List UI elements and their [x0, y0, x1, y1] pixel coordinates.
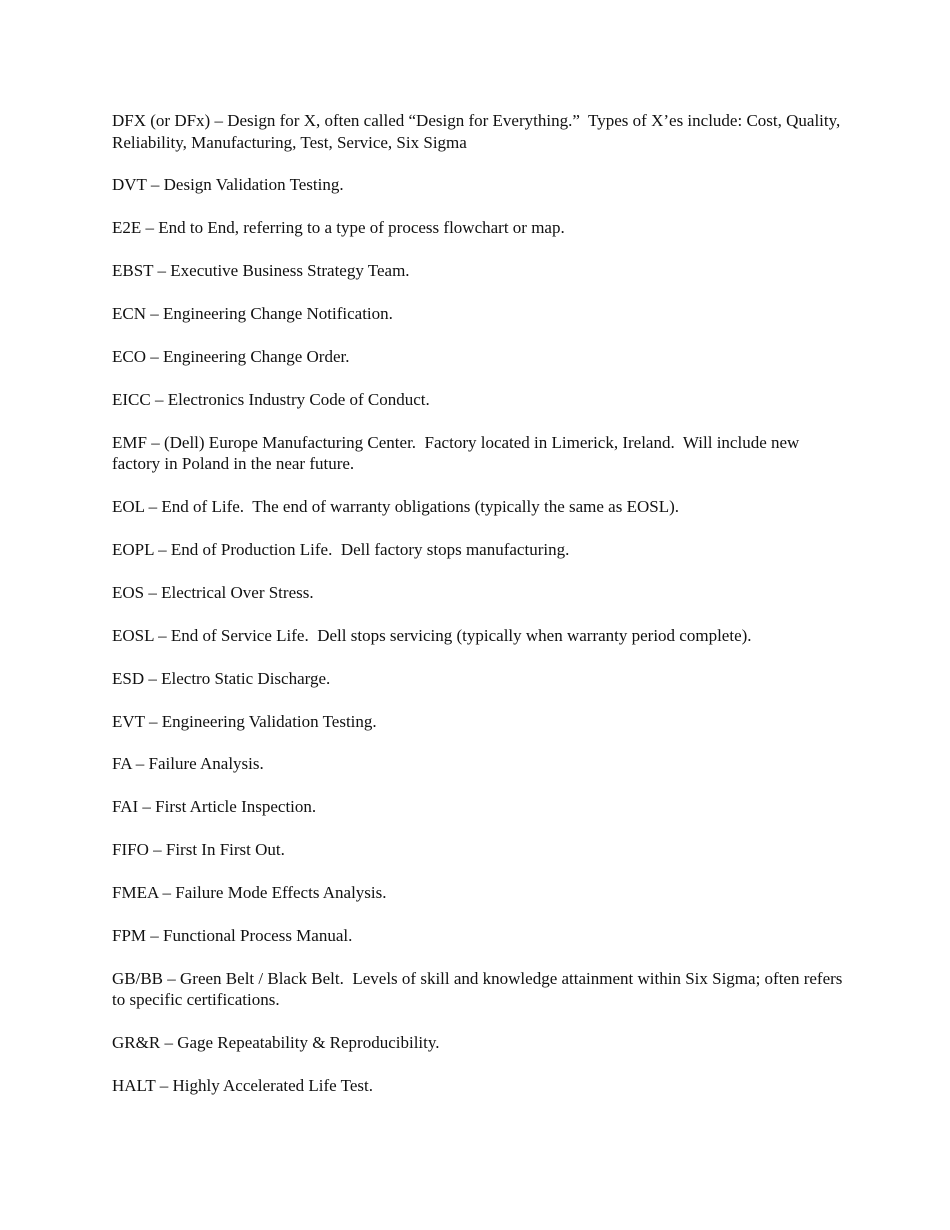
term-separator: –: [144, 497, 162, 517]
glossary-definition: Electronics Industry Code of Conduct.: [167, 389, 430, 409]
glossary-entry-fai: [112, 796, 847, 818]
glossary-definition: First Article Inspection.: [155, 797, 317, 817]
glossary-definition: End of Service Life. Dell stops servicing (typically when warranty period complete).: [170, 625, 752, 645]
term-separator: –: [144, 668, 162, 688]
glossary-definition: End of Production Life. Dell factory stops manufacturing.: [170, 540, 570, 560]
term-separator: –: [131, 754, 149, 774]
glossary-entry-gb-bb: [112, 968, 847, 1011]
glossary-entry-fifo: [112, 839, 847, 861]
glossary-term: ECN: [112, 304, 146, 324]
glossary-definition: Gage Repeatability & Reproducibility.: [177, 1033, 440, 1053]
term-separator: –: [146, 346, 163, 366]
glossary-term: FMEA: [112, 883, 159, 903]
glossary-entry-eosl: [112, 625, 847, 647]
glossary-term: HALT: [112, 1076, 156, 1096]
glossary-definition: Engineering Change Notification.: [163, 304, 393, 324]
term-separator: –: [158, 883, 176, 903]
term-separator: –: [163, 968, 181, 988]
glossary-entry-ecn: [112, 303, 847, 325]
glossary-entry-ebst: [112, 260, 847, 282]
term-separator: –: [146, 175, 164, 195]
glossary-entry-eicc: [112, 389, 847, 411]
glossary-entry-emf: [112, 432, 847, 475]
glossary-entry-eco: [112, 346, 847, 368]
glossary-definition: End of Life. The end of warranty obligations (typically the same as EOSL).: [161, 497, 679, 517]
glossary-term: FIFO: [112, 840, 149, 860]
term-separator: –: [160, 1033, 178, 1053]
glossary-definition: Green Belt / Black Belt. Levels of skill and knowledge attainment within Six Sigma; often refers to specific certifications.: [112, 968, 847, 1010]
term-separator: –: [144, 582, 162, 602]
term-separator: –: [146, 926, 164, 946]
glossary-term: EMF: [112, 432, 147, 452]
glossary-term: DFX (or DFx): [112, 111, 211, 130]
glossary-entry-eol: [112, 496, 847, 518]
glossary-entry-fa: [112, 753, 847, 775]
term-separator: –: [146, 304, 163, 324]
glossary-definition: End to End, referring to a type of process flowchart or map.: [158, 218, 565, 238]
term-separator: –: [210, 111, 228, 130]
glossary-term: FAI: [112, 797, 139, 817]
glossary-definition: Design for X, often called “Design for Everything.” Types of X’es include: Cost, Quality, Reliability, Manufacturing, Test, Service, Six Sigma: [112, 111, 845, 152]
glossary-term: EICC: [112, 389, 151, 409]
glossary-term: EOSL: [112, 625, 154, 645]
glossary-entry-fpm: [112, 925, 847, 947]
glossary-definition: Failure Mode Effects Analysis.: [175, 883, 387, 903]
glossary-definition: Failure Analysis.: [148, 754, 264, 774]
glossary-definition: Electro Static Discharge.: [161, 668, 331, 688]
term-separator: –: [148, 840, 166, 860]
term-separator: –: [153, 261, 171, 281]
glossary-term: FPM: [112, 926, 147, 946]
glossary-entry-eos: [112, 582, 847, 604]
glossary-definition: First In First Out.: [165, 840, 285, 860]
glossary-definition: Engineering Change Order.: [163, 346, 350, 366]
glossary-definition: (Dell) Europe Manufacturing Center. Factory located in Limerick, Ireland. Will include new factory in Poland in the near future.: [112, 432, 804, 474]
glossary-term: FA: [112, 754, 132, 774]
glossary-term: GR&R: [112, 1033, 161, 1053]
glossary-term: ESD: [112, 668, 145, 688]
glossary-term: EBST: [112, 261, 154, 281]
glossary-term: DVT: [112, 175, 147, 195]
glossary-definition: Design Validation Testing.: [163, 175, 344, 195]
glossary-list: [112, 110, 847, 1118]
term-separator: –: [155, 1076, 173, 1096]
term-separator: –: [144, 711, 162, 731]
glossary-term: ECO: [112, 346, 146, 366]
glossary-term: EOPL: [112, 540, 154, 560]
glossary-entry-dvt: [112, 174, 847, 196]
glossary-entry-e2e: [112, 217, 847, 239]
term-separator: –: [150, 389, 168, 409]
term-separator: –: [153, 625, 171, 645]
glossary-entry-halt: [112, 1075, 847, 1097]
glossary-entry-grr: [112, 1032, 847, 1054]
term-separator: –: [146, 432, 164, 452]
glossary-definition: Electrical Over Stress.: [161, 582, 314, 602]
glossary-definition: Functional Process Manual.: [163, 926, 353, 946]
term-separator: –: [153, 540, 171, 560]
glossary-definition: Highly Accelerated Life Test.: [172, 1076, 373, 1096]
term-separator: –: [141, 218, 159, 238]
glossary-term: GB/BB: [112, 968, 164, 988]
glossary-definition: Executive Business Strategy Team.: [170, 261, 410, 281]
glossary-definition: Engineering Validation Testing.: [161, 711, 377, 731]
glossary-term: EOS: [112, 582, 145, 602]
glossary-entry-evt: [112, 711, 847, 733]
glossary-term: E2E: [112, 218, 142, 238]
glossary-entry-fmea: [112, 882, 847, 904]
glossary-entry-esd: [112, 668, 847, 690]
glossary-term: EOL: [112, 497, 145, 517]
glossary-term: EVT: [112, 711, 145, 731]
glossary-entry-dfx: [112, 110, 847, 153]
glossary-entry-eopl: [112, 539, 847, 561]
term-separator: –: [138, 797, 156, 817]
